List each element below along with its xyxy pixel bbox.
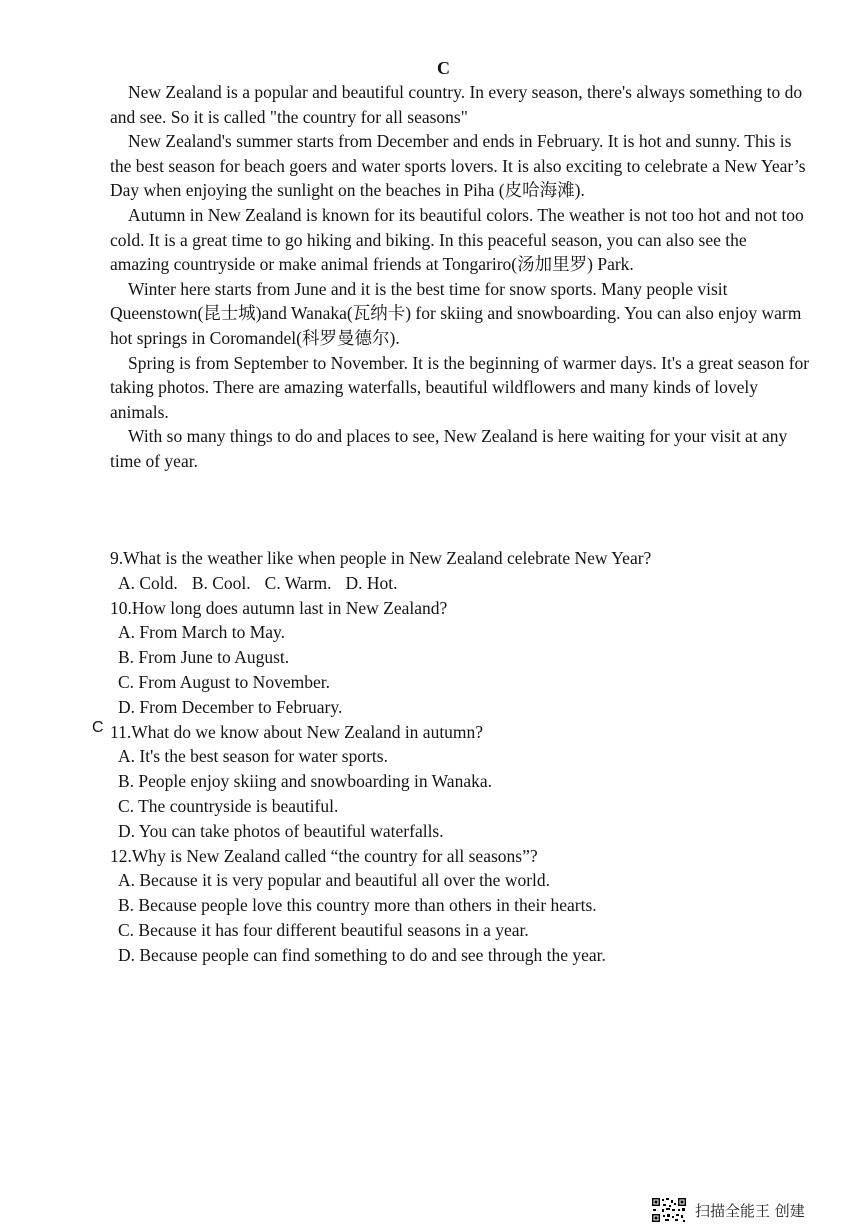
option-b: B. From June to August. <box>118 647 290 668</box>
option-d: D. Hot. <box>345 572 398 593</box>
section-letter: C <box>437 58 450 78</box>
passage-paragraph: Winter here starts from June and it is the best time for snow sports. Many people visit Queenstown(昆士城)and Wanaka(瓦纳卡) for skiing and snowboarding. You can also enjoy warm hot springs in Coromandel(科罗曼德尔). <box>110 278 802 348</box>
option-a: A. It's the best season for water sports. <box>118 746 388 767</box>
option-b: B. Because people love this country more than others in their hearts. <box>118 895 597 916</box>
question-stem: 9.What is the weather like when people in New Zealand celebrate New Year? <box>110 548 652 568</box>
option-c: C. From August to November. <box>118 671 330 692</box>
qr-code-icon <box>651 1197 687 1223</box>
option-d: D. You can take photos of beautiful waterfalls. <box>118 820 444 841</box>
option-d: D. From December to February. <box>118 696 343 717</box>
watermark-label: 扫描全能王 创建 <box>695 1201 805 1220</box>
option-b: B. People enjoy skiing and snowboarding in Wanaka. <box>118 771 492 792</box>
question-list <box>110 546 810 968</box>
question-stem: 11.What do we know about New Zealand in autumn? <box>110 721 484 742</box>
question-10 <box>110 596 810 720</box>
scanner-watermark <box>651 1197 805 1223</box>
option-c: C. Because it has four different beautiful seasons in a year. <box>118 919 529 940</box>
passage-paragraph: New Zealand's summer starts from December and ends in February. It is hot and sunny. This is the best season for beach goers and water sports lovers. It is also exciting to celebrate a New Year’s Day when enjoying the sunlight on the beaches in Piha (皮哈海滩). <box>110 131 806 201</box>
question-options <box>118 571 810 596</box>
option-c: C. Warm. <box>264 572 332 593</box>
option-a: A. Because it is very popular and beautiful all over the world. <box>118 870 551 891</box>
option-a: A. Cold. <box>118 572 178 593</box>
passage-paragraph: Autumn in New Zealand is known for its beautiful colors. The weather is not too hot and not too cold. It is a great time to go hiking and biking. In this peaceful season, you can also see the amazing countryside or make animal friends at Tongariro(汤加里罗) Park. <box>110 204 804 275</box>
question-11 <box>110 720 810 844</box>
passage-paragraph: Spring is from September to November. It is the beginning of warmer days. It's a great season for taking photos. There are amazing waterfalls, beautiful wildflowers and many kinds of lovely animals. <box>110 352 810 422</box>
question-12 <box>110 844 810 968</box>
option-a: A. From March to May. <box>118 622 286 643</box>
option-b: B. Cool. <box>191 572 251 593</box>
option-d: D. Because people can find something to do and see through the year. <box>118 944 606 965</box>
passage-paragraph: With so many things to do and places to see, New Zealand is here waiting for your visit at any time of year. <box>110 426 788 471</box>
passage-paragraph: New Zealand is a popular and beautiful country. In every season, there's always something to do and see. So it is called "the country for all seasons" <box>110 82 803 127</box>
question-stem: 12.Why is New Zealand called “the country for all seasons”? <box>110 845 538 866</box>
question-stem: 10.How long does autumn last in New Zealand? <box>110 597 448 618</box>
question-9 <box>110 546 810 596</box>
option-c: C. The countryside is beautiful. <box>118 795 339 816</box>
handwritten-answer-mark: C <box>92 719 104 736</box>
reading-passage <box>110 80 810 474</box>
